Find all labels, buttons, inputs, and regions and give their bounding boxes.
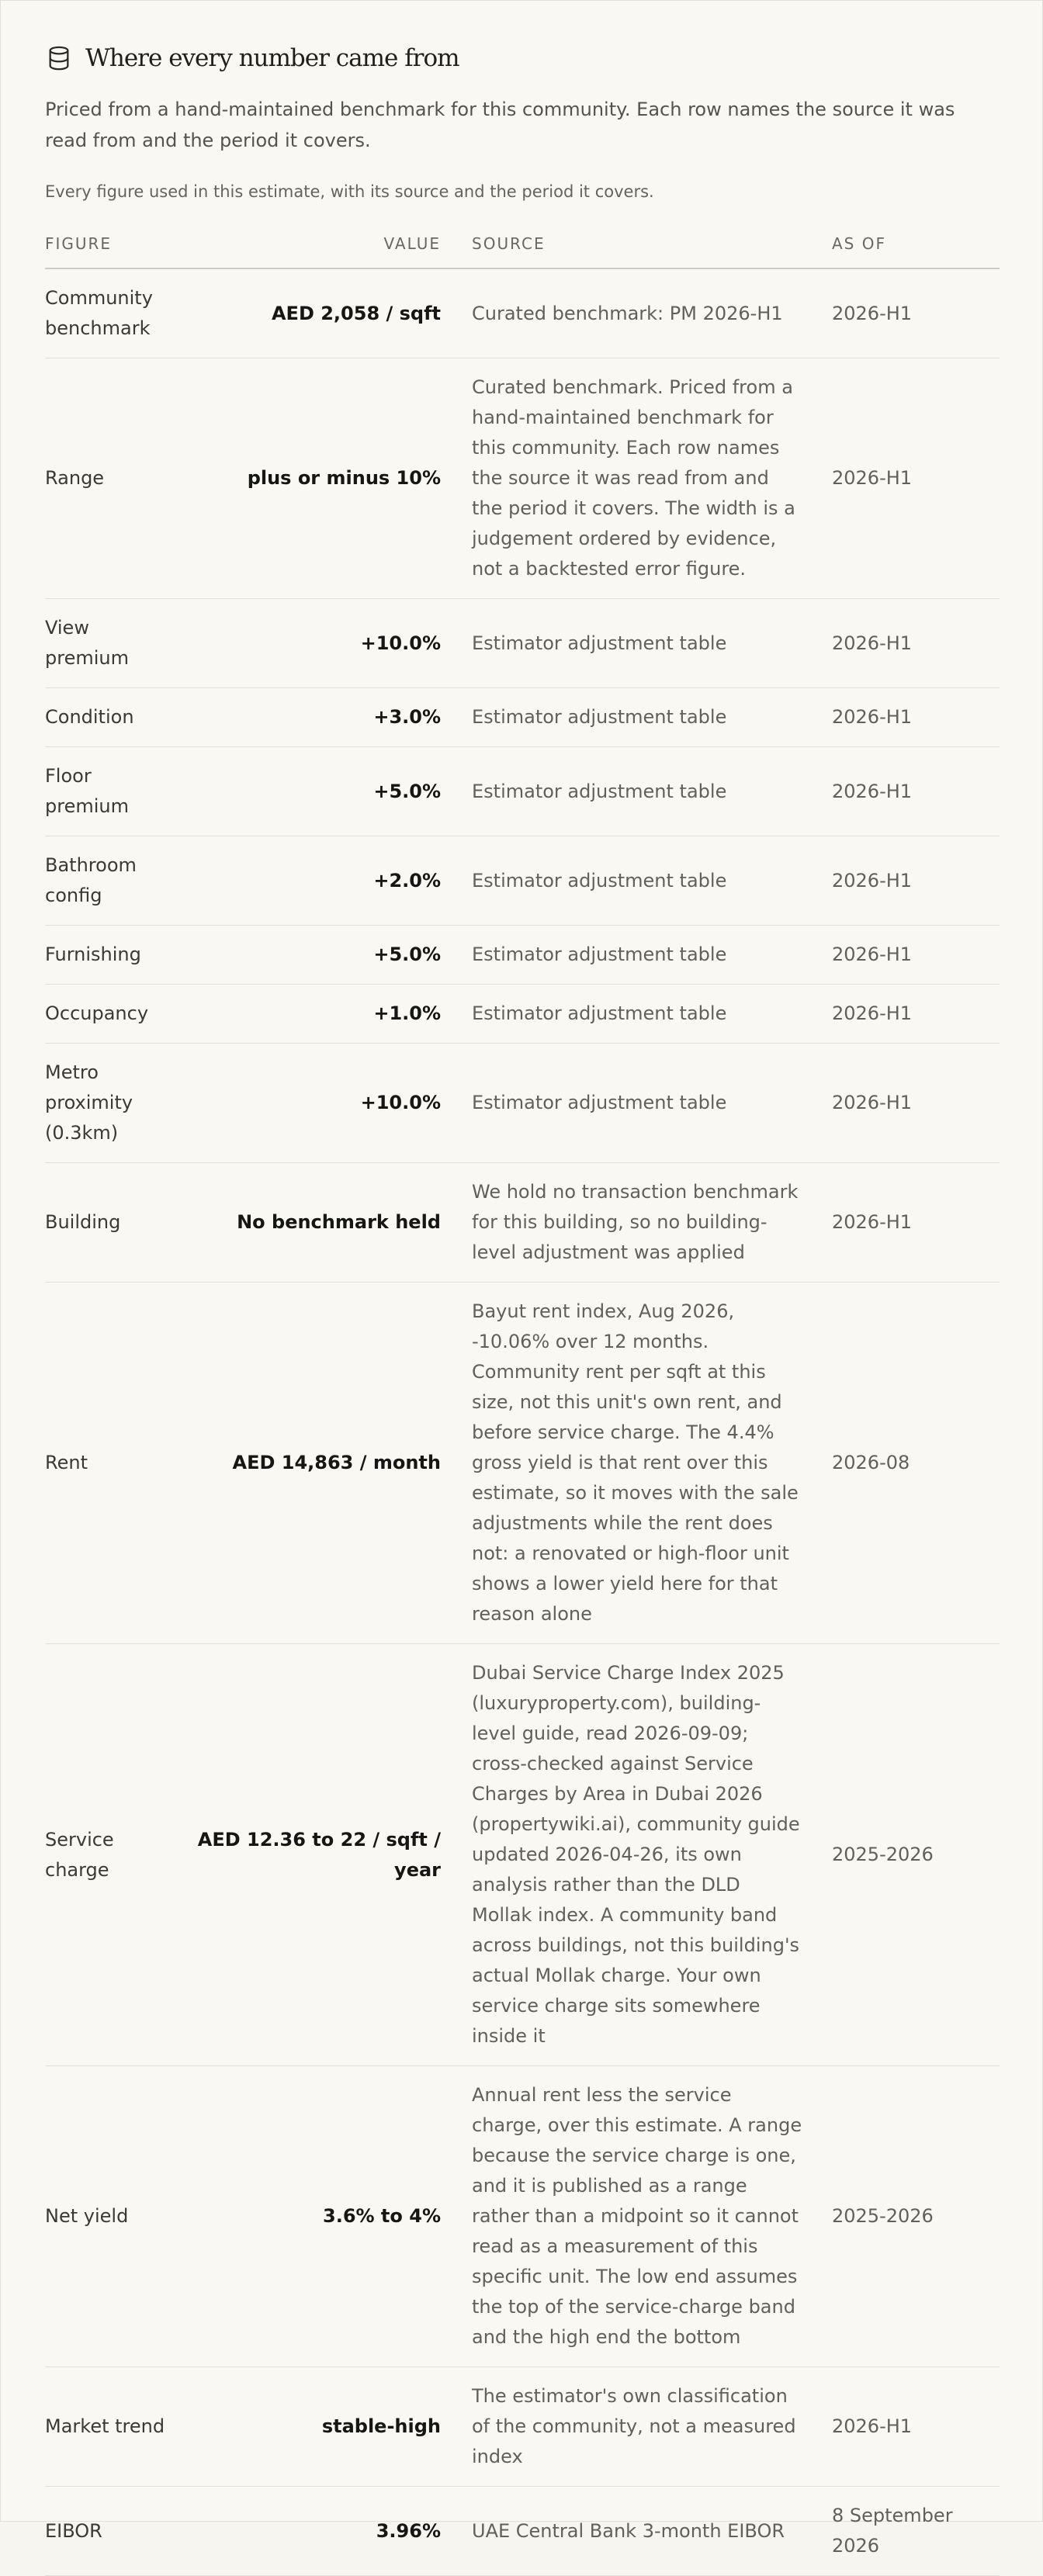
row-as-of: 2026-H1 (832, 926, 1000, 985)
row-source: Bayut rent index, Aug 2026, -10.06% over 12 months. Community rent per sqft at this size, not this unit's own rent, and before service charge. The 4.4% gross yield is that rent over this estimate, so it moves with the sale adjustments while the rent does not: a renovated or high-floor unit shows a lower yield here for that reason alone (472, 1283, 832, 1644)
table-row (45, 985, 1000, 1044)
row-as-of: 2026-08 (832, 1283, 1000, 1644)
row-figure: Range (45, 358, 185, 599)
row-as-of: 2026-H1 (832, 688, 1000, 747)
table-row (45, 836, 1000, 926)
table-row (45, 358, 1000, 599)
row-source: Curated benchmark: PM 2026-H1 (472, 268, 832, 358)
row-source: The estimator's own classification of the community, not a measured index (472, 2367, 832, 2487)
row-source: Curated benchmark. Priced from a hand-maintained benchmark for this community. Each row names the source it was read from and the period it covers. The width is a judgement ordered by evidence, not a backtested error figure. (472, 358, 832, 599)
header-source: SOURCE (472, 223, 832, 268)
row-as-of: 2026-H1 (832, 2367, 1000, 2487)
table-row (45, 926, 1000, 985)
row-source: Estimator adjustment table (472, 836, 832, 926)
row-value: +5.0% (185, 926, 472, 985)
row-figure: Condition (45, 688, 185, 747)
row-value: AED 2,058 / sqft (185, 268, 472, 358)
header-value: VALUE (185, 223, 472, 268)
row-source: UAE Central Bank 3-month EIBOR (472, 2487, 832, 2576)
row-figure: Occupancy (45, 985, 185, 1044)
row-figure: Metro proximity (0.3km) (45, 1044, 185, 1163)
row-value: AED 12.36 to 22 / sqft / year (185, 1644, 472, 2066)
row-as-of: 2026-H1 (832, 836, 1000, 926)
table-row (45, 599, 1000, 688)
row-as-of: 2026-H1 (832, 599, 1000, 688)
row-value: +10.0% (185, 599, 472, 688)
row-as-of: 2026-H1 (832, 1163, 1000, 1283)
row-figure: Bathroom config (45, 836, 185, 926)
row-figure: Market trend (45, 2367, 185, 2487)
table-row (45, 1163, 1000, 1283)
row-source: Estimator adjustment table (472, 688, 832, 747)
sources-content (45, 44, 1000, 2576)
row-value: AED 14,863 / month (185, 1283, 472, 1644)
row-as-of: 8 September 2026 (832, 2487, 1000, 2576)
row-figure: Floor premium (45, 747, 185, 836)
table-header-row (45, 223, 1000, 268)
row-figure: Building (45, 1163, 185, 1283)
row-source: Dubai Service Charge Index 2025 (luxuryproperty.com), building-level guide, read 2026-09-09; cross-checked against Service Charges by Area in Dubai 2026 (propertywiki.ai), community guide updated 2026-04-26, its own analysis rather than the DLD Mollak index. A community band across buildings, not this building's actual Mollak charge. Your own service charge sits somewhere inside it (472, 1644, 832, 2066)
table-row (45, 1644, 1000, 2066)
row-value: +1.0% (185, 985, 472, 1044)
row-figure: Net yield (45, 2066, 185, 2367)
table-row (45, 747, 1000, 836)
sources-table (45, 223, 1000, 2576)
row-source: Estimator adjustment table (472, 1044, 832, 1163)
row-value: +3.0% (185, 688, 472, 747)
section-intro: Priced from a hand-maintained benchmark for this community. Each row names the source it was read from and the period it covers. (45, 99, 955, 151)
row-value: 3.96% (185, 2487, 472, 2576)
row-source: We hold no transaction benchmark for this building, so no building-level adjustment was applied (472, 1163, 832, 1283)
row-source: Annual rent less the service charge, over this estimate. A range because the service charge is one, and it is published as a range rather than a midpoint so it cannot read as a measurement of this specific unit. The low end assumes the top of the service-charge band and the high end the bottom (472, 2066, 832, 2367)
row-as-of: 2026-H1 (832, 985, 1000, 1044)
row-as-of: 2025-2026 (832, 2066, 1000, 2367)
row-figure: Rent (45, 1283, 185, 1644)
row-source: Estimator adjustment table (472, 985, 832, 1044)
table-row (45, 2066, 1000, 2367)
table-row (45, 1283, 1000, 1644)
row-source: Estimator adjustment table (472, 747, 832, 836)
row-value: +5.0% (185, 747, 472, 836)
row-source: Estimator adjustment table (472, 599, 832, 688)
row-as-of: 2025-2026 (832, 1644, 1000, 2066)
database-icon (45, 44, 73, 72)
header-as-of: AS OF (832, 223, 1000, 268)
row-as-of: 2026-H1 (832, 1044, 1000, 1163)
table-row (45, 2487, 1000, 2576)
row-as-of: 2026-H1 (832, 268, 1000, 358)
row-value: +10.0% (185, 1044, 472, 1163)
row-figure: Service charge (45, 1644, 185, 2066)
row-figure: View premium (45, 599, 185, 688)
row-value: +2.0% (185, 836, 472, 926)
row-value: stable-high (185, 2367, 472, 2487)
header-figure: FIGURE (45, 223, 185, 268)
row-value: 3.6% to 4% (185, 2066, 472, 2367)
section-title: Where every number came from (85, 44, 459, 72)
row-figure: Furnishing (45, 926, 185, 985)
row-value: No benchmark held (185, 1163, 472, 1283)
row-figure: Community benchmark (45, 268, 185, 358)
row-as-of: 2026-H1 (832, 358, 1000, 599)
section-heading (45, 44, 1000, 72)
table-row (45, 268, 1000, 358)
row-figure: EIBOR (45, 2487, 185, 2576)
table-row (45, 1044, 1000, 1163)
table-row (45, 688, 1000, 747)
table-row (45, 2367, 1000, 2487)
row-value: plus or minus 10% (185, 358, 472, 599)
row-as-of: 2026-H1 (832, 747, 1000, 836)
table-body (45, 268, 1000, 2576)
table-caption: Every figure used in this estimate, with its source and the period it covers. (45, 182, 654, 201)
row-source: Estimator adjustment table (472, 926, 832, 985)
